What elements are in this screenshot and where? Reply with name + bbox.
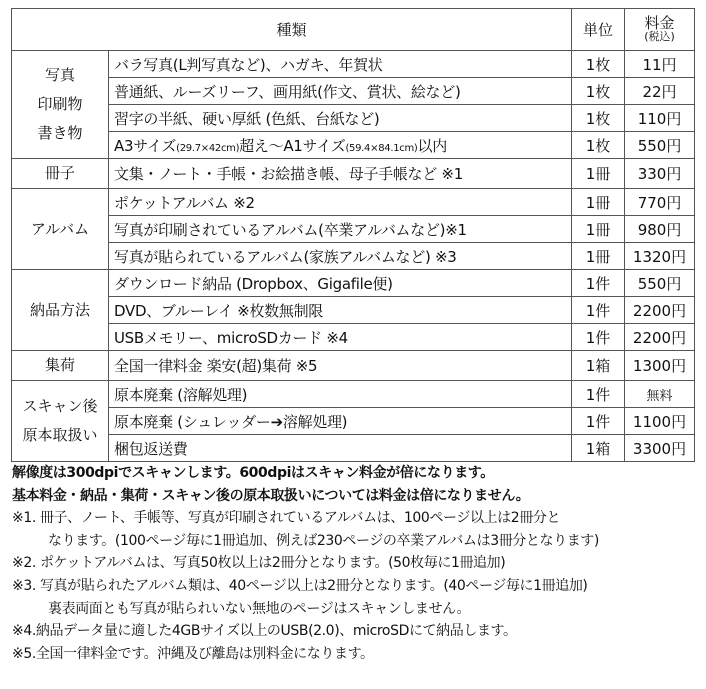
unit-cell: 1枚 bbox=[572, 132, 625, 159]
unit-cell: 1冊 bbox=[572, 159, 625, 189]
item-a1-size: (59.4×84.1cm) bbox=[345, 142, 418, 154]
note-base-fee: 基本料金・納品・集荷・スキャン後の原本取扱いについては料金は倍になりません。 bbox=[12, 487, 530, 504]
unit-cell: 1件 bbox=[572, 270, 625, 297]
note-1: ※1. 冊子、ノート、手帳等、写真が印刷されているアルバムは、100ページ以上は2冊分と bbox=[12, 510, 561, 527]
table-row bbox=[12, 435, 695, 462]
category-album: アルバム bbox=[12, 189, 109, 270]
table-row bbox=[12, 132, 695, 159]
unit-cell: 1冊 bbox=[572, 243, 625, 270]
table-row bbox=[12, 189, 695, 216]
item-cell: 原本廃棄 (溶解処理) bbox=[109, 381, 572, 408]
category-photo-line3: 書き物 bbox=[37, 124, 83, 142]
price-table bbox=[11, 8, 695, 462]
table-row bbox=[12, 243, 695, 270]
header-tax-label: (税込) bbox=[644, 30, 675, 43]
table-row bbox=[12, 351, 695, 381]
table-row bbox=[12, 216, 695, 243]
price-cell: 330円 bbox=[625, 159, 695, 189]
item-cell: DVD、ブルーレイ ※枚数無制限 bbox=[109, 297, 572, 324]
header-price-label: 料金 bbox=[644, 14, 675, 32]
table-row bbox=[12, 408, 695, 435]
note-3-cont: 裏表両面とも写真が貼られいない無地のページはスキャンしません。 bbox=[48, 600, 471, 617]
table-row bbox=[12, 159, 695, 189]
price-cell: 3300円 bbox=[625, 435, 695, 462]
note-3: ※3. 写真が貼られたアルバム類は、40ページ以上は2冊分となります。(40ページ毎に1冊追加) bbox=[12, 577, 588, 594]
item-cell: バラ写真(L判写真など)、ハガキ、年賀状 bbox=[109, 51, 572, 78]
note-4: ※4.納品データ量に適した4GBサイズ以上のUSB(2.0)、microSDにて納品します。 bbox=[12, 623, 517, 640]
category-delivery: 納品方法 bbox=[12, 270, 109, 351]
category-pickup: 集荷 bbox=[12, 351, 109, 381]
unit-cell: 1枚 bbox=[572, 105, 625, 132]
header-type: 種類 bbox=[12, 9, 572, 51]
item-cell: ダウンロード納品 (Dropbox、Gigafile便) bbox=[109, 270, 572, 297]
table-row bbox=[12, 381, 695, 408]
note-5: ※5.全国一律料金です。沖縄及び離島は別料金になります。 bbox=[12, 645, 374, 662]
unit-cell: 1件 bbox=[572, 324, 625, 351]
price-cell: 110円 bbox=[625, 105, 695, 132]
item-cell: ポケットアルバム ※2 bbox=[109, 189, 572, 216]
note-1-cont: なります。(100ページ毎に1冊追加、例えば230ページの卒業アルバムは3冊分となります) bbox=[48, 532, 599, 549]
item-cell: 写真が貼られているアルバム(家族アルバムなど) ※3 bbox=[109, 243, 572, 270]
item-cell: 普通紙、ルーズリーフ、画用紙(作文、賞状、絵など) bbox=[109, 78, 572, 105]
category-booklet: 冊子 bbox=[12, 159, 109, 189]
item-a3-size: (29.7×42cm) bbox=[176, 142, 240, 154]
category-photo-line2: 印刷物 bbox=[37, 95, 83, 113]
unit-cell: 1箱 bbox=[572, 435, 625, 462]
unit-cell: 1枚 bbox=[572, 78, 625, 105]
price-cell: 550円 bbox=[625, 270, 695, 297]
price-cell: 980円 bbox=[625, 216, 695, 243]
item-cell: 原本廃棄 (シュレッダー➔溶解処理) bbox=[109, 408, 572, 435]
price-cell: 1300円 bbox=[625, 351, 695, 381]
unit-cell: 1冊 bbox=[572, 189, 625, 216]
item-within: 以内 bbox=[417, 136, 447, 155]
price-cell: 11円 bbox=[625, 51, 695, 78]
header-unit: 単位 bbox=[572, 9, 625, 51]
note-resolution: 解像度は300dpiでスキャンします。600dpiはスキャン料金が倍になります。 bbox=[12, 465, 494, 481]
item-cell: 習字の半紙、硬い厚紙 (色紙、台紙など) bbox=[109, 105, 572, 132]
unit-cell: 1冊 bbox=[572, 216, 625, 243]
item-cell: 文集・ノート・手帳・お絵描き帳、母子手帳など ※1 bbox=[109, 159, 572, 189]
category-photo-line1: 写真 bbox=[44, 66, 75, 84]
item-cell: 梱包返送費 bbox=[109, 435, 572, 462]
price-cell: 550円 bbox=[625, 132, 695, 159]
unit-cell: 1枚 bbox=[572, 51, 625, 78]
price-cell: 1100円 bbox=[625, 408, 695, 435]
header-price bbox=[625, 9, 695, 51]
item-cell: USBメモリー、microSDカード ※4 bbox=[109, 324, 572, 351]
price-cell: 770円 bbox=[625, 189, 695, 216]
category-after-scan bbox=[12, 381, 109, 462]
header-row bbox=[12, 9, 695, 51]
note-2: ※2. ポケットアルバムは、写真50枚以上は2冊分となります。(50枚毎に1冊追加) bbox=[12, 555, 506, 572]
table-row bbox=[12, 51, 695, 78]
price-cell: 2200円 bbox=[625, 324, 695, 351]
category-after-scan-line1: スキャン後 bbox=[22, 397, 98, 415]
table-row bbox=[12, 324, 695, 351]
table-row bbox=[12, 78, 695, 105]
item-a3: A3サイズ bbox=[114, 136, 177, 155]
table-row bbox=[12, 105, 695, 132]
unit-cell: 1件 bbox=[572, 381, 625, 408]
item-a1: 超え〜A1サイズ bbox=[239, 136, 346, 155]
item-cell: 全国一律料金 楽安(超)集荷 ※5 bbox=[109, 351, 572, 381]
item-cell: 写真が印刷されているアルバム(卒業アルバムなど)※1 bbox=[109, 216, 572, 243]
price-cell: 1320円 bbox=[625, 243, 695, 270]
unit-cell: 1件 bbox=[572, 408, 625, 435]
table-row bbox=[12, 270, 695, 297]
notes-section bbox=[12, 462, 702, 665]
table-row bbox=[12, 297, 695, 324]
item-cell bbox=[109, 132, 572, 159]
price-cell: 22円 bbox=[625, 78, 695, 105]
price-cell: 無料 bbox=[625, 381, 695, 408]
unit-cell: 1件 bbox=[572, 297, 625, 324]
price-cell: 2200円 bbox=[625, 297, 695, 324]
category-after-scan-line2: 原本取扱い bbox=[22, 426, 98, 444]
category-photo bbox=[12, 51, 109, 159]
unit-cell: 1箱 bbox=[572, 351, 625, 381]
